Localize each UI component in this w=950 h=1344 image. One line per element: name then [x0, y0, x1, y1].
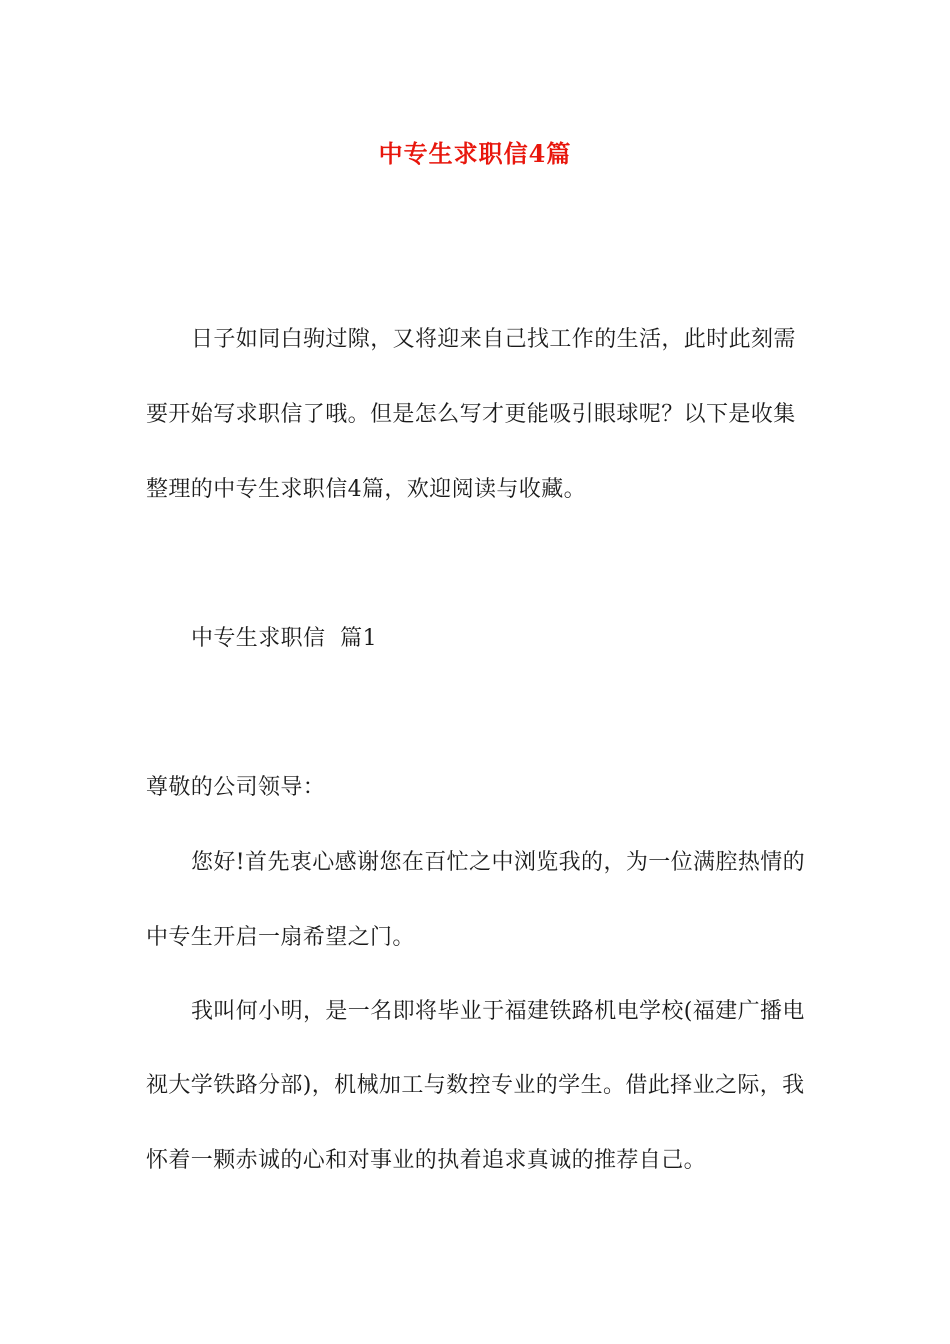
intro-line-3: 整理的中专生求职信4篇，欢迎阅读与收藏。 [146, 477, 586, 502]
para1-line-2: 中专生开启一扇希望之门。 [146, 925, 415, 950]
document-title: 中专生求职信4篇 [378, 139, 572, 168]
section-heading: 中专生求职信 篇1 [191, 626, 377, 651]
intro-line-1: 日子如同白驹过隙，又将迎来自己找工作的生活，此时此刻需 [191, 327, 796, 352]
para1-line-1: 您好!首先衷心感谢您在百忙之中浏览我的，为一位满腔热情的 [191, 850, 806, 875]
para2-line-3: 怀着一颗赤诚的心和对事业的执着追求真诚的推荐自己。 [146, 1148, 707, 1173]
intro-line-2: 要开始写求职信了哦。但是怎么写才更能吸引眼球呢？以下是收集 [146, 402, 796, 427]
para2-line-2: 视大学铁路分部)，机械加工与数控专业的学生。借此择业之际，我 [146, 1073, 805, 1098]
para2-line-1: 我叫何小明，是一名即将毕业于福建铁路机电学校(福建广播电 [191, 999, 805, 1024]
salutation: 尊敬的公司领导： [146, 775, 326, 800]
